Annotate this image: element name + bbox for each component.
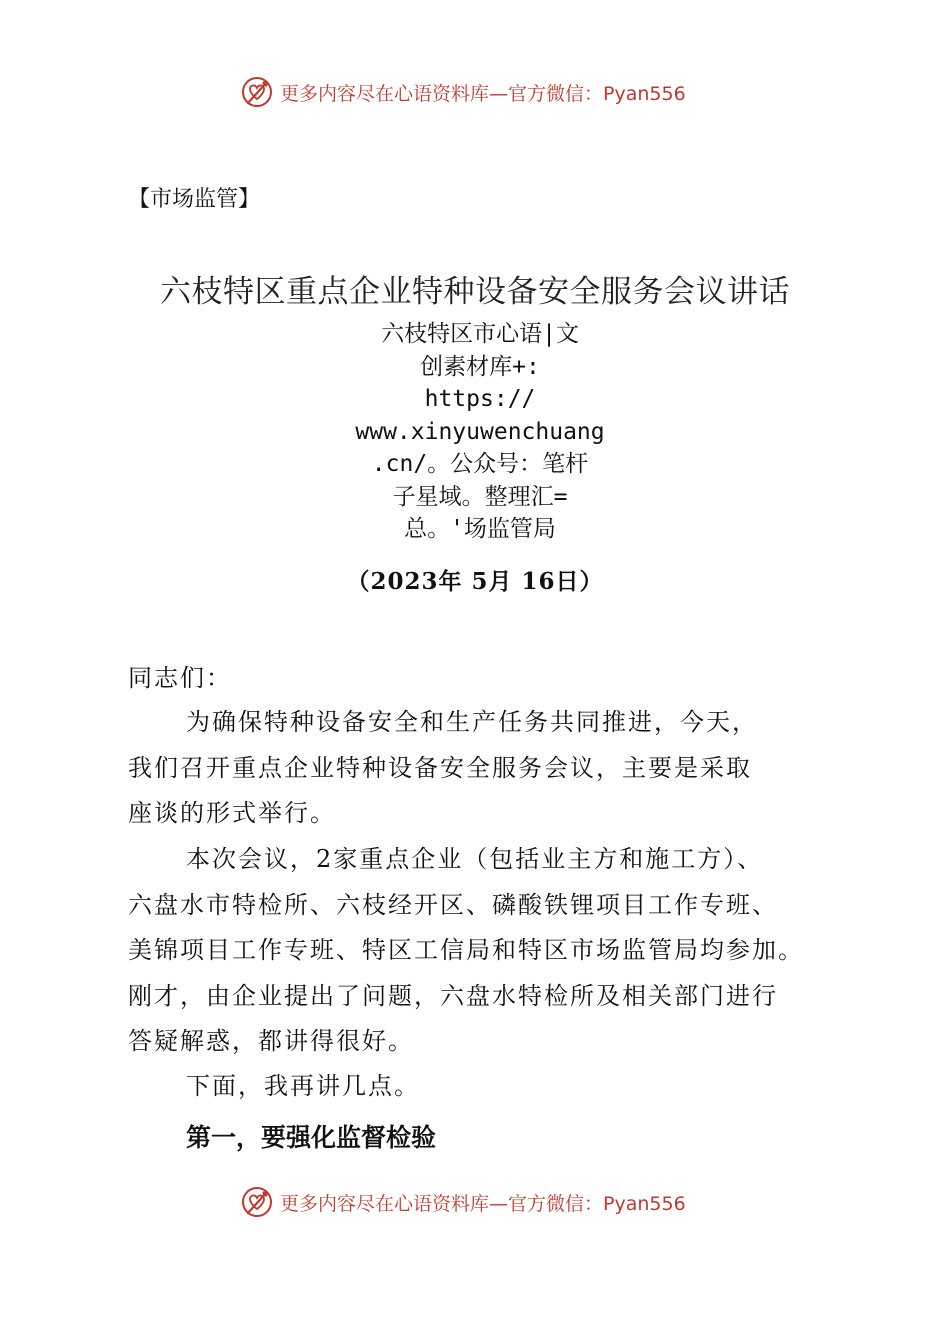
byline-line: .cn/。公众号：笔杆 — [371, 451, 589, 477]
paragraph-line: 答疑解惑，都讲得很好。 — [128, 1027, 414, 1055]
paragraph — [128, 700, 868, 837]
byline — [330, 318, 630, 546]
paragraph-line: 为确保特种设备安全和生产任务共同推进，今天， — [186, 708, 758, 736]
paragraph-line: 本次会议，2家重点企业（包括业主方和施工方）、 — [186, 845, 764, 873]
pen-heart-logo-icon — [240, 1185, 274, 1219]
paragraph-line: 刚才，由企业提出了问题，六盘水特检所及相关部门进行 — [128, 981, 778, 1010]
byline-line: https:// — [424, 386, 536, 412]
paragraph — [128, 837, 868, 1065]
document-title: 六枝特区重点企业特种设备安全服务会议讲话 — [160, 274, 790, 310]
banner-brand-text: 更多内容尽在心语资料库—官方微信：Pyan556 — [280, 1192, 686, 1215]
paragraph — [128, 1064, 868, 1110]
category-label: 【市场监管】 — [128, 187, 261, 212]
header-banner — [0, 72, 950, 112]
byline-line: 六枝特区市心语|文 — [381, 321, 579, 347]
footer-banner — [0, 1182, 950, 1222]
banner-brand-text: 更多内容尽在心语资料库—官方微信：Pyan556 — [280, 82, 686, 105]
salutation: 同志们： — [128, 664, 232, 692]
byline-line: 总。'场监管局 — [404, 516, 556, 542]
paragraph-line: 座谈的形式举行。 — [128, 799, 336, 827]
paragraph-line: 美锦项目工作专班、特区工信局和特区市场监管局均参加。 — [128, 936, 804, 964]
byline-line: www.xinyuwenchuang — [355, 418, 605, 445]
byline-line: 子星域。整理汇= — [392, 483, 568, 510]
paragraph-line: 六盘水市特检所、六枝经开区、磷酸铁锂项目工作专班、 — [128, 890, 778, 919]
pen-heart-logo-icon — [240, 75, 274, 109]
paragraph-line: 下面，我再讲几点。 — [186, 1072, 420, 1100]
paragraph-line: 我们召开重点企业特种设备安全服务会议，主要是采取 — [128, 753, 752, 782]
document-date: （2023年 5月 16日） — [346, 568, 604, 595]
byline-line: 创素材库+: — [420, 353, 540, 380]
section-heading: 第一，要强化监督检验 — [186, 1123, 437, 1152]
